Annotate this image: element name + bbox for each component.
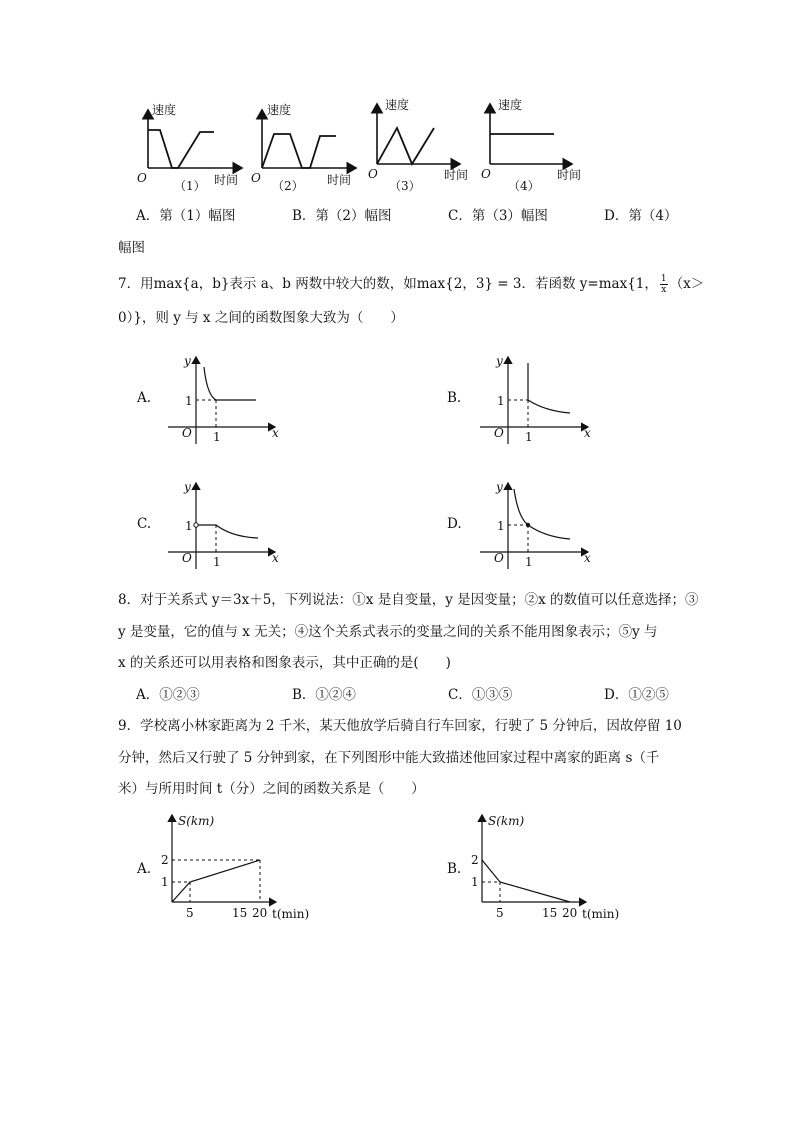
q6-graph-3-curve <box>377 128 434 164</box>
q8-option-d: D．①②⑤ <box>604 687 669 703</box>
q6-graph-1-curve <box>148 130 214 168</box>
q7-fraction <box>660 274 668 295</box>
q6-graph-2-ylabel: 速度 <box>267 103 292 117</box>
q9-line3: 米）与所用时间 t（分）之间的函数关系是（ ） <box>118 781 425 797</box>
q7-choice-b <box>447 354 591 444</box>
q7-choice-b-one-x: 1 <box>525 430 533 444</box>
q9-graph-b-xlabel: t(min) <box>582 907 620 921</box>
q6-option-a: A．第（1）幅图 <box>136 208 236 224</box>
q7-choice-c-ylabel: y <box>184 480 191 494</box>
q7-choice-c-curve <box>196 525 258 538</box>
q6-graph-2 <box>251 102 356 193</box>
q7-choice-d-one-x: 1 <box>525 555 533 569</box>
q7-choice-a-origin: O <box>182 426 192 440</box>
q7-choice-a-letter: A. <box>137 390 152 406</box>
q9-graph-b <box>447 814 619 921</box>
q7-choice-d-one-y: 1 <box>497 519 505 533</box>
q8-line3: x 的关系还可以用表格和图象表示，其中正确的是( ) <box>118 655 451 671</box>
q6-graphs <box>0 90 794 200</box>
q6-graph-2-caption: （2） <box>272 179 304 193</box>
q6-graph-1-caption: （1） <box>174 179 206 193</box>
q6-graph-4 <box>481 97 581 193</box>
q9-graph-b-letter: B. <box>447 861 462 877</box>
q7-choice-c-one-x: 1 <box>213 555 221 569</box>
q6-option-c: C．第（3）幅图 <box>448 208 548 224</box>
q7-choice-c-letter: C. <box>137 516 152 532</box>
q9-graph-a-xtick-20: 20 <box>252 906 268 920</box>
q9-graph-a-xlabel: t(min) <box>272 907 310 921</box>
q7-choice-c-origin: O <box>182 551 192 565</box>
q9-graph-a-ylabel: S(km) <box>178 814 215 828</box>
q7-line1-a: 7．用max{a，b}表示 a、b 两数中较大的数，如max{2，3} = 3．若函数 y=max{1， <box>118 276 658 292</box>
q7-line1-b: （x＞ <box>669 276 705 292</box>
q7-choice-c-open-point <box>194 523 198 527</box>
q6-graph-3-ylabel: 速度 <box>385 98 410 112</box>
q6-graph-2-curve <box>262 134 336 168</box>
q8-option-c: C．①③⑤ <box>448 687 513 703</box>
q9-graph-b-curve <box>482 860 570 902</box>
q7-choice-b-curve <box>528 400 570 413</box>
q9-line2: 分钟，然后又行驶了 5 分钟到家，在下列图形中能大致描述他回家过程中离家的距离 s（千 <box>118 750 660 766</box>
q7-choice-d-curve <box>514 489 570 539</box>
q6-graph-3-origin: O <box>368 167 378 181</box>
q7-choice-b-one-y: 1 <box>497 394 505 408</box>
q7-choice-a-xlabel: x <box>272 426 279 440</box>
q7-choice-a <box>136 354 279 444</box>
q7-choice-d-letter: D. <box>447 516 462 532</box>
q7-choice-c-xlabel: x <box>272 551 279 565</box>
q7-choice-c-one-y: 1 <box>185 519 193 533</box>
q7-choice-d <box>447 480 591 569</box>
q7-choice-d-ylabel: y <box>496 480 503 494</box>
q6-graph-4-caption: （4） <box>508 179 540 193</box>
q6-option-b: B．第（2）幅图 <box>292 208 392 224</box>
q6-graph-4-ylabel: 速度 <box>498 98 523 112</box>
q6-option-d: D．第（4） <box>604 208 678 224</box>
q7-choices <box>0 345 794 580</box>
q7-frac-den: x <box>661 285 667 295</box>
q7-choice-d-point <box>526 523 530 527</box>
q8-line2: y 是变量，它的值与 x 无关；④这个关系式表示的变量之间的关系不能用图象表示；⑤y 与 <box>118 624 658 640</box>
q8-line1: 8．对于关系式 y＝3x＋5，下列说法：①x 是自变量，y 是因变量；②x 的数值可以任意选择；③ <box>118 592 699 608</box>
q6-graph-3 <box>368 97 468 193</box>
q6-graph-2-xlabel: 时间 <box>327 173 352 187</box>
q6-graph-4-xlabel: 时间 <box>557 168 582 182</box>
q7-choice-d-origin: O <box>494 551 504 565</box>
q9-graph-a-letter: A. <box>137 861 152 877</box>
q9-graph-a-xtick-5: 5 <box>186 906 194 920</box>
q9-graph-b-xtick-20: 20 <box>562 906 578 920</box>
q7-choice-a-one-y: 1 <box>185 394 193 408</box>
q6-option-d-wrap: 幅图 <box>118 240 145 256</box>
q7-choice-b-letter: B. <box>447 390 462 406</box>
q9-graph-a-xtick-15: 15 <box>232 906 248 920</box>
q7-choice-a-one-x: 1 <box>213 430 221 444</box>
q6-graph-2-origin: O <box>251 171 261 185</box>
q9-line1: 9．学校离小林家距离为 2 千米，某天他放学后骑自行车回家，行驶了 5 分钟后，因故停留 10 <box>118 718 682 734</box>
q8-option-b: B．①②④ <box>292 687 356 703</box>
q9-graph-b-ytick-2: 2 <box>471 853 479 867</box>
q7-choice-b-ylabel: y <box>496 354 503 368</box>
q6-graph-1 <box>137 102 242 193</box>
q9-graph-a-curve <box>172 860 260 902</box>
q7-choice-d-xlabel: x <box>584 551 591 565</box>
q9-graph-a <box>136 814 309 921</box>
q9-graph-b-xtick-15: 15 <box>542 906 558 920</box>
q7-frac-num: 1 <box>660 274 667 284</box>
q6-graph-4-origin: O <box>481 167 491 181</box>
q6-graph-1-xlabel: 时间 <box>214 173 239 187</box>
q7-choice-a-curve <box>204 367 256 400</box>
q9-graph-b-ylabel: S(km) <box>488 814 525 828</box>
q9-graphs <box>0 805 794 930</box>
q9-graph-b-ytick-1: 1 <box>471 875 479 889</box>
q6-graph-3-caption: （3） <box>389 179 421 193</box>
q9-graph-b-xtick-5: 5 <box>496 906 504 920</box>
q7-choice-b-origin: O <box>494 426 504 440</box>
q7-line2: 0）}，则 y 与 x 之间的函数图象大致为（ ） <box>118 310 404 326</box>
q7-choice-a-ylabel: y <box>184 354 191 368</box>
q7-choice-c <box>137 480 279 569</box>
q9-graph-a-ytick-2: 2 <box>161 853 169 867</box>
q6-graph-1-ylabel: 速度 <box>152 103 177 117</box>
q7-line1 <box>118 274 704 295</box>
q8-option-a: A．①②③ <box>136 687 200 703</box>
q9-graph-a-ytick-1: 1 <box>161 875 169 889</box>
q6-graph-1-origin: O <box>137 171 147 185</box>
q6-graph-3-xlabel: 时间 <box>444 168 469 182</box>
q7-choice-b-xlabel: x <box>584 426 591 440</box>
